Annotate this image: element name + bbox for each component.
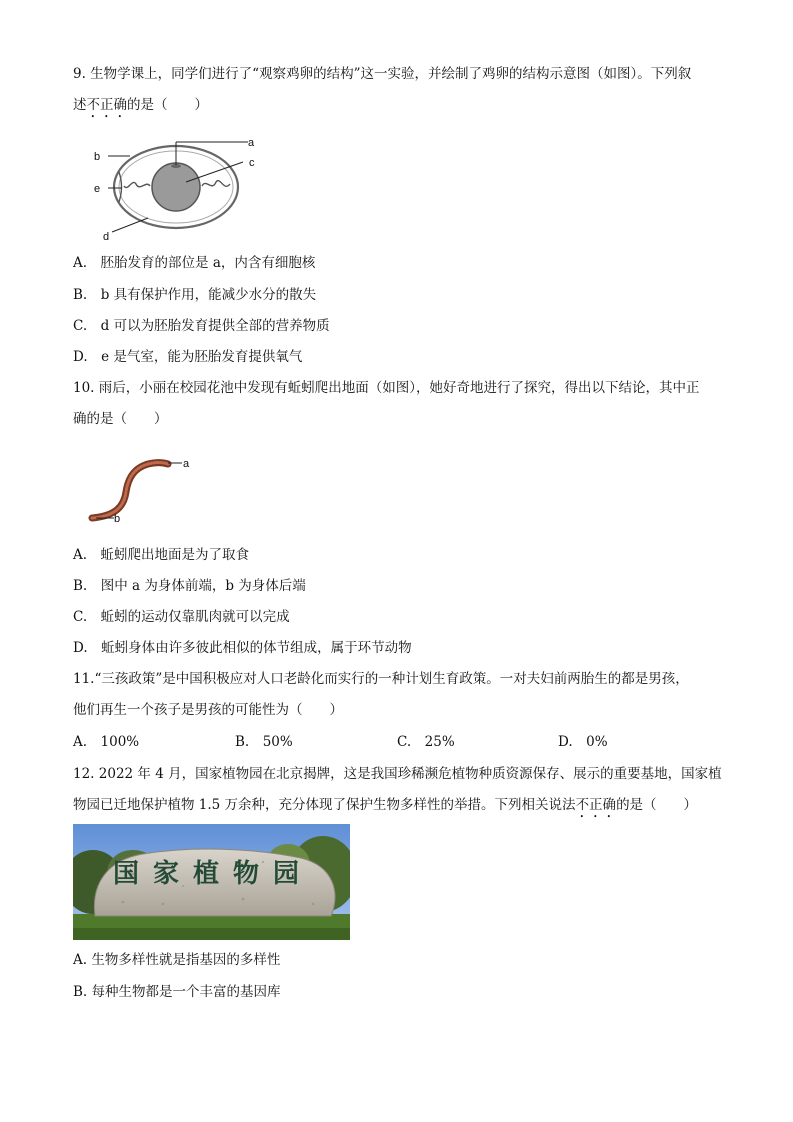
q10-option-d: D. 蚯蚓身体由许多彼此相似的体节组成，属于环节动物 <box>73 640 412 656</box>
q10-stem-line1: 10. 雨后，小丽在校园花池中发现有蚯蚓爬出地面（如图），她好奇地进行了探究，得出以下结论，其中正 <box>73 380 700 396</box>
q11-stem-line1: 11.“三孩政策”是中国积极应对人口老龄化而实行的一种计划生育政策。一对夫妇前两胎生的都是男孩， <box>73 671 689 687</box>
q11-option-d: D. 0% <box>558 734 608 750</box>
q9-option-a: A. 胚胎发育的部位是 a，内含有细胞核 <box>73 255 316 271</box>
q11-stem-line2: 他们再生一个孩子是男孩的可能性为（ ） <box>73 702 343 718</box>
worm-label-a: a <box>183 458 190 470</box>
q9-option-d: D. e 是气室，能为胚胎发育提供氧气 <box>73 349 303 365</box>
q10-option-a: A. 蚯蚓爬出地面是为了取食 <box>73 547 250 563</box>
egg-label-a: a <box>248 137 255 149</box>
q10-option-b: B. 图中 a 为身体前端，b 为身体后端 <box>73 578 306 594</box>
worm-label-b: b <box>114 513 121 525</box>
national-botanical-garden-photo <box>73 824 350 940</box>
q12-stem-emphasis: 不正确 <box>575 797 617 813</box>
egg-label-c: c <box>249 157 255 169</box>
q12-option-a: A. 生物多样性就是指基因的多样性 <box>73 952 281 968</box>
earthworm-image <box>86 448 196 526</box>
q9-stem-line1: 9. 生物学课上，同学们进行了“观察鸡卵的结构”这一实验，并绘制了鸡卵的结构示意图（如图）。下列叙 <box>73 66 692 82</box>
q12-stem-line1: 12. 2022 年 4 月，国家植物园在北京揭牌，这是我国珍稀濒危植物种质资源保存、展示的重要基地，国家植 <box>73 766 722 782</box>
q9-option-c: C. d 可以为胚胎发育提供全部的营养物质 <box>73 318 330 334</box>
q12-stem-line2 <box>73 795 697 821</box>
q9-stem-emphasis: 不正确 <box>86 97 127 113</box>
q9-option-b: B. b 具有保护作用，能减少水分的散失 <box>73 287 317 303</box>
q12-option-b: B. 每种生物都是一个丰富的基因库 <box>73 984 281 1000</box>
q9-stem-pre: 述 <box>73 97 87 113</box>
stone-inscription: 国家植物园 <box>112 859 314 889</box>
q11-option-c: C. 25% <box>397 734 455 750</box>
q9-stem-post: 的是（ ） <box>127 97 208 113</box>
egg-label-b: b <box>94 151 101 163</box>
q11-option-b: B. 50% <box>235 734 293 750</box>
egg-label-d: d <box>103 231 110 243</box>
q11-option-a: A. 100% <box>73 734 140 750</box>
egg-label-e: e <box>94 183 101 195</box>
q12-stem-post: 的是（ ） <box>616 797 698 813</box>
q12-stem-pre: 物园已迁地保护植物 1.5 万余种，充分体现了保护生物多样性的举措。下列相关说法 <box>73 797 576 813</box>
egg-structure-diagram <box>88 132 268 244</box>
q9-stem-line2 <box>73 95 208 121</box>
q10-option-c: C. 蚯蚓的运动仅靠肌肉就可以完成 <box>73 609 290 625</box>
q10-stem-line2: 确的是（ ） <box>73 411 168 427</box>
